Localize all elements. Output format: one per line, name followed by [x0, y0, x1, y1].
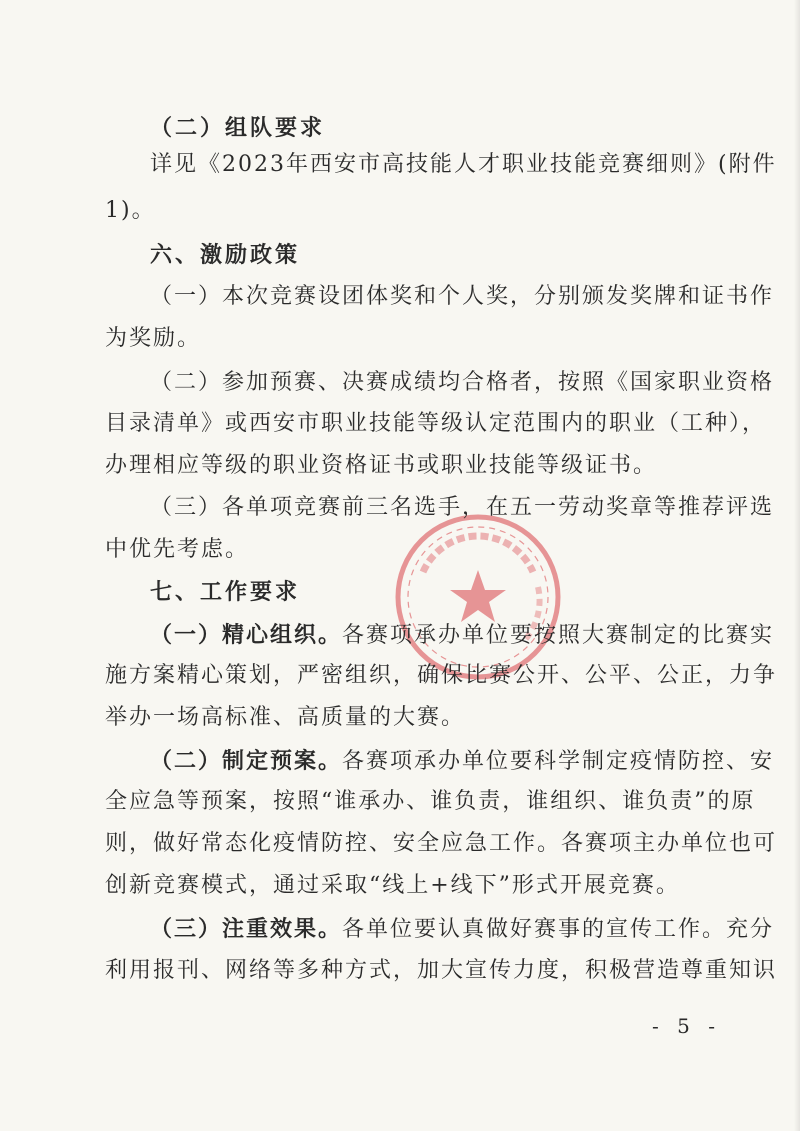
paragraph-line	[150, 914, 774, 945]
section-heading-incentive: 六、激励政策	[150, 242, 301, 268]
paragraph-line: 1)。	[105, 198, 156, 223]
section-heading-work: 七、工作要求	[150, 579, 301, 605]
paragraph-line	[150, 620, 774, 651]
paragraph-line: 目录清单》或西安市职业技能等级认定范围内的职业（工种），	[105, 411, 767, 436]
page-edge-shadow	[794, 0, 800, 1131]
item-text: 各赛项承办单位要科学制定疫情防控、安	[342, 749, 775, 774]
paragraph-line: 详见《2023年西安市高技能人才职业技能竞赛细则》(附件	[150, 152, 777, 177]
paragraph-line: 为奖励。	[105, 326, 202, 351]
paragraph-line: （二）参加预赛、决赛成绩均合格者，按照《国家职业资格	[150, 370, 775, 395]
item-title: （二）制定预案。	[150, 748, 343, 774]
item-text: 各单位要认真做好赛事的宣传工作。充分	[342, 917, 775, 942]
item-text: 各赛项承办单位要按照大赛制定的比赛实	[342, 623, 775, 648]
section-heading-team: （二）组队要求	[150, 115, 326, 141]
paragraph-line	[150, 746, 774, 777]
official-seal-stamp	[393, 512, 563, 682]
paragraph-line: （一）本次竞赛设团体奖和个人奖，分别颁发奖牌和证书作	[150, 284, 775, 309]
paragraph-line: （三）各单项竞赛前三名选手，在五一劳动奖章等推荐评选	[150, 495, 775, 520]
paragraph-line: 利用报刊、网络等多种方式，加大宣传力度，积极营造尊重知识	[105, 958, 778, 983]
page-number: - 5 -	[652, 1014, 721, 1038]
item-title: （三）注重效果。	[150, 916, 343, 942]
paragraph-line: 举办一场高标准、高质量的大赛。	[105, 705, 466, 730]
paragraph-line: 中优先考虑。	[105, 537, 250, 562]
paragraph-line: 办理相应等级的职业资格证书或职业技能等级证书。	[105, 453, 658, 478]
paragraph-line: 则，做好常态化疫情防控、安全应急工作。各赛项主办单位也可	[105, 831, 778, 856]
item-title: （一）精心组织。	[150, 622, 343, 648]
paragraph-line: 创新竞赛模式，通过采取“线上+线下”形式开展竞赛。	[105, 873, 680, 898]
paragraph-line: 全应急等预案，按照“谁承办、谁负责，谁组织、谁负责”的原	[105, 789, 756, 814]
paragraph-line: 施方案精心策划，严密组织，确保比赛公开、公平、公正，力争	[105, 663, 778, 688]
